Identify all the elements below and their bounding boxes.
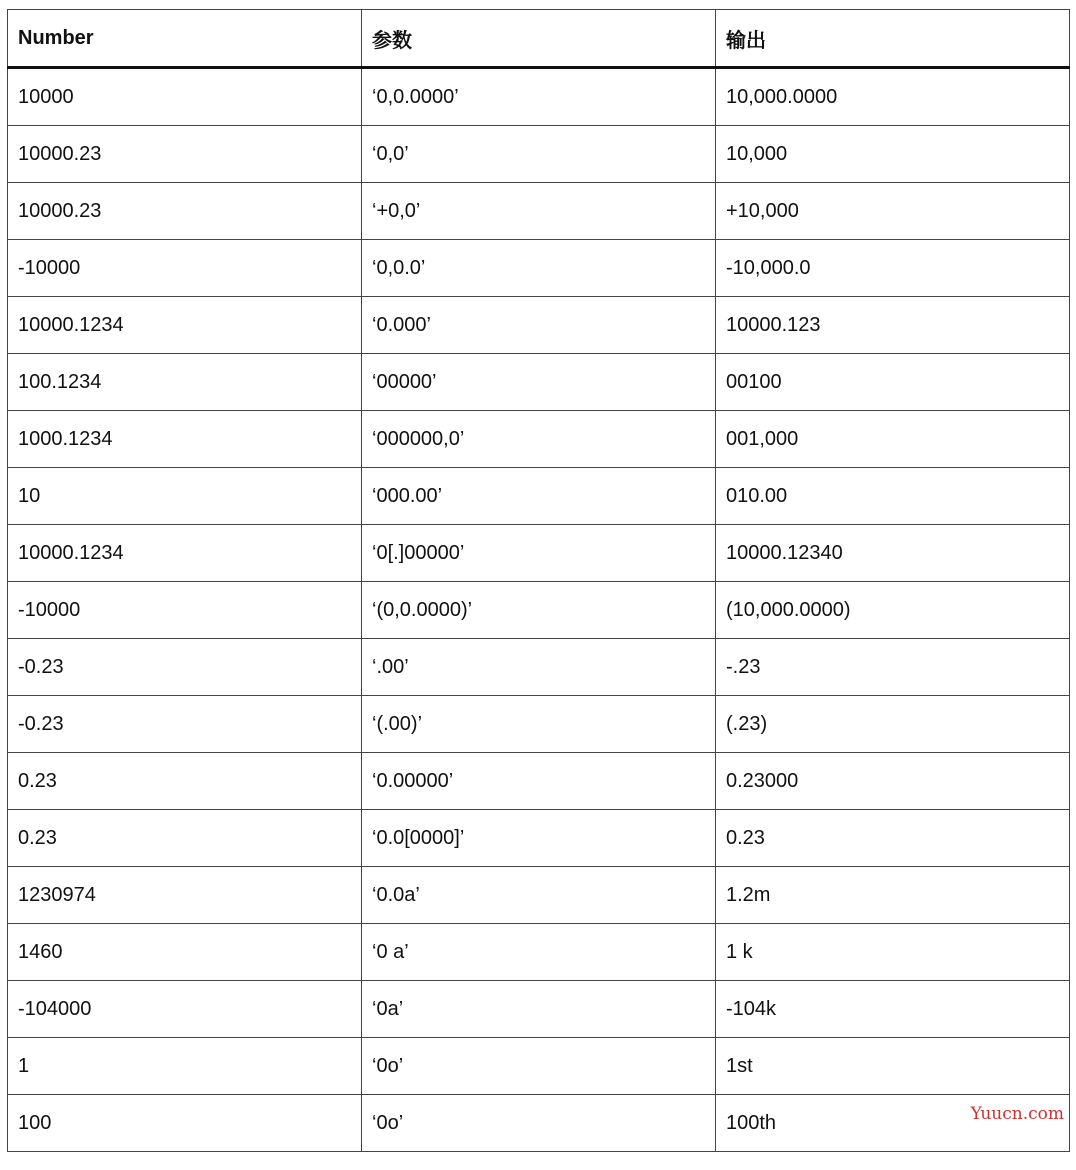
header-params: 参数 [362, 10, 716, 68]
cell-number: -0.23 [8, 696, 362, 753]
cell-number: 1230974 [8, 867, 362, 924]
cell-params: ‘0.000’ [362, 297, 716, 354]
watermark: Yuucn.com [970, 1104, 1064, 1124]
table-body [8, 68, 1070, 1152]
table-row [8, 240, 1070, 297]
cell-output: 0.23 [716, 810, 1070, 867]
cell-params: ‘(0,0.0000)’ [362, 582, 716, 639]
table-row [8, 297, 1070, 354]
cell-output: 10000.123 [716, 297, 1070, 354]
table-row [8, 639, 1070, 696]
cell-params: ‘.00’ [362, 639, 716, 696]
cell-number: 0.23 [8, 753, 362, 810]
table-row [8, 183, 1070, 240]
table-row [8, 68, 1070, 126]
cell-params: ‘0.0a’ [362, 867, 716, 924]
table-row [8, 411, 1070, 468]
cell-params: ‘000.00’ [362, 468, 716, 525]
header-output: 输出 [716, 10, 1070, 68]
cell-number: 1000.1234 [8, 411, 362, 468]
cell-output: 10,000 [716, 126, 1070, 183]
cell-output: (10,000.0000) [716, 582, 1070, 639]
cell-output: 100th [716, 1095, 1070, 1152]
cell-number: -10000 [8, 582, 362, 639]
cell-params: ‘0.0[0000]’ [362, 810, 716, 867]
cell-output: 0.23000 [716, 753, 1070, 810]
cell-output: 00100 [716, 354, 1070, 411]
cell-params: ‘000000,0’ [362, 411, 716, 468]
format-table [7, 9, 1070, 1152]
table-row [8, 126, 1070, 183]
cell-params: ‘0,0’ [362, 126, 716, 183]
cell-output: 001,000 [716, 411, 1070, 468]
cell-output: 10,000.0000 [716, 68, 1070, 126]
cell-params: ‘0,0.0000’ [362, 68, 716, 126]
cell-output: (.23) [716, 696, 1070, 753]
header-number: Number [8, 10, 362, 68]
cell-number: 10000 [8, 68, 362, 126]
cell-number: 10000.1234 [8, 297, 362, 354]
cell-params: ‘+0,0’ [362, 183, 716, 240]
table-row [8, 525, 1070, 582]
cell-params: ‘0[.]00000’ [362, 525, 716, 582]
cell-number: 0.23 [8, 810, 362, 867]
table-row [8, 981, 1070, 1038]
cell-output: +10,000 [716, 183, 1070, 240]
table-row [8, 810, 1070, 867]
cell-params: ‘(.00)’ [362, 696, 716, 753]
cell-output: 1 k [716, 924, 1070, 981]
cell-output: 010.00 [716, 468, 1070, 525]
table-row [8, 1038, 1070, 1095]
cell-number: 1 [8, 1038, 362, 1095]
cell-params: ‘0o’ [362, 1095, 716, 1152]
cell-number: -104000 [8, 981, 362, 1038]
cell-output: 10000.12340 [716, 525, 1070, 582]
table-row [8, 582, 1070, 639]
cell-number: 10000.23 [8, 183, 362, 240]
cell-output: -10,000.0 [716, 240, 1070, 297]
cell-number: 10000.23 [8, 126, 362, 183]
table-row [8, 696, 1070, 753]
cell-number: -0.23 [8, 639, 362, 696]
cell-params: ‘0a’ [362, 981, 716, 1038]
header-row [8, 10, 1070, 68]
table-row [8, 1095, 1070, 1152]
cell-params: ‘0 a’ [362, 924, 716, 981]
cell-number: 100 [8, 1095, 362, 1152]
table-row [8, 867, 1070, 924]
cell-output: 1.2m [716, 867, 1070, 924]
table-row [8, 924, 1070, 981]
cell-params: ‘00000’ [362, 354, 716, 411]
cell-params: ‘0o’ [362, 1038, 716, 1095]
cell-params: ‘0,0.0’ [362, 240, 716, 297]
cell-number: 1460 [8, 924, 362, 981]
cell-output: -104k [716, 981, 1070, 1038]
table-row [8, 354, 1070, 411]
cell-params: ‘0.00000’ [362, 753, 716, 810]
cell-number: 100.1234 [8, 354, 362, 411]
cell-number: -10000 [8, 240, 362, 297]
cell-output: -.23 [716, 639, 1070, 696]
cell-number: 10 [8, 468, 362, 525]
table-row [8, 753, 1070, 810]
table-row [8, 468, 1070, 525]
cell-number: 10000.1234 [8, 525, 362, 582]
cell-output: 1st [716, 1038, 1070, 1095]
